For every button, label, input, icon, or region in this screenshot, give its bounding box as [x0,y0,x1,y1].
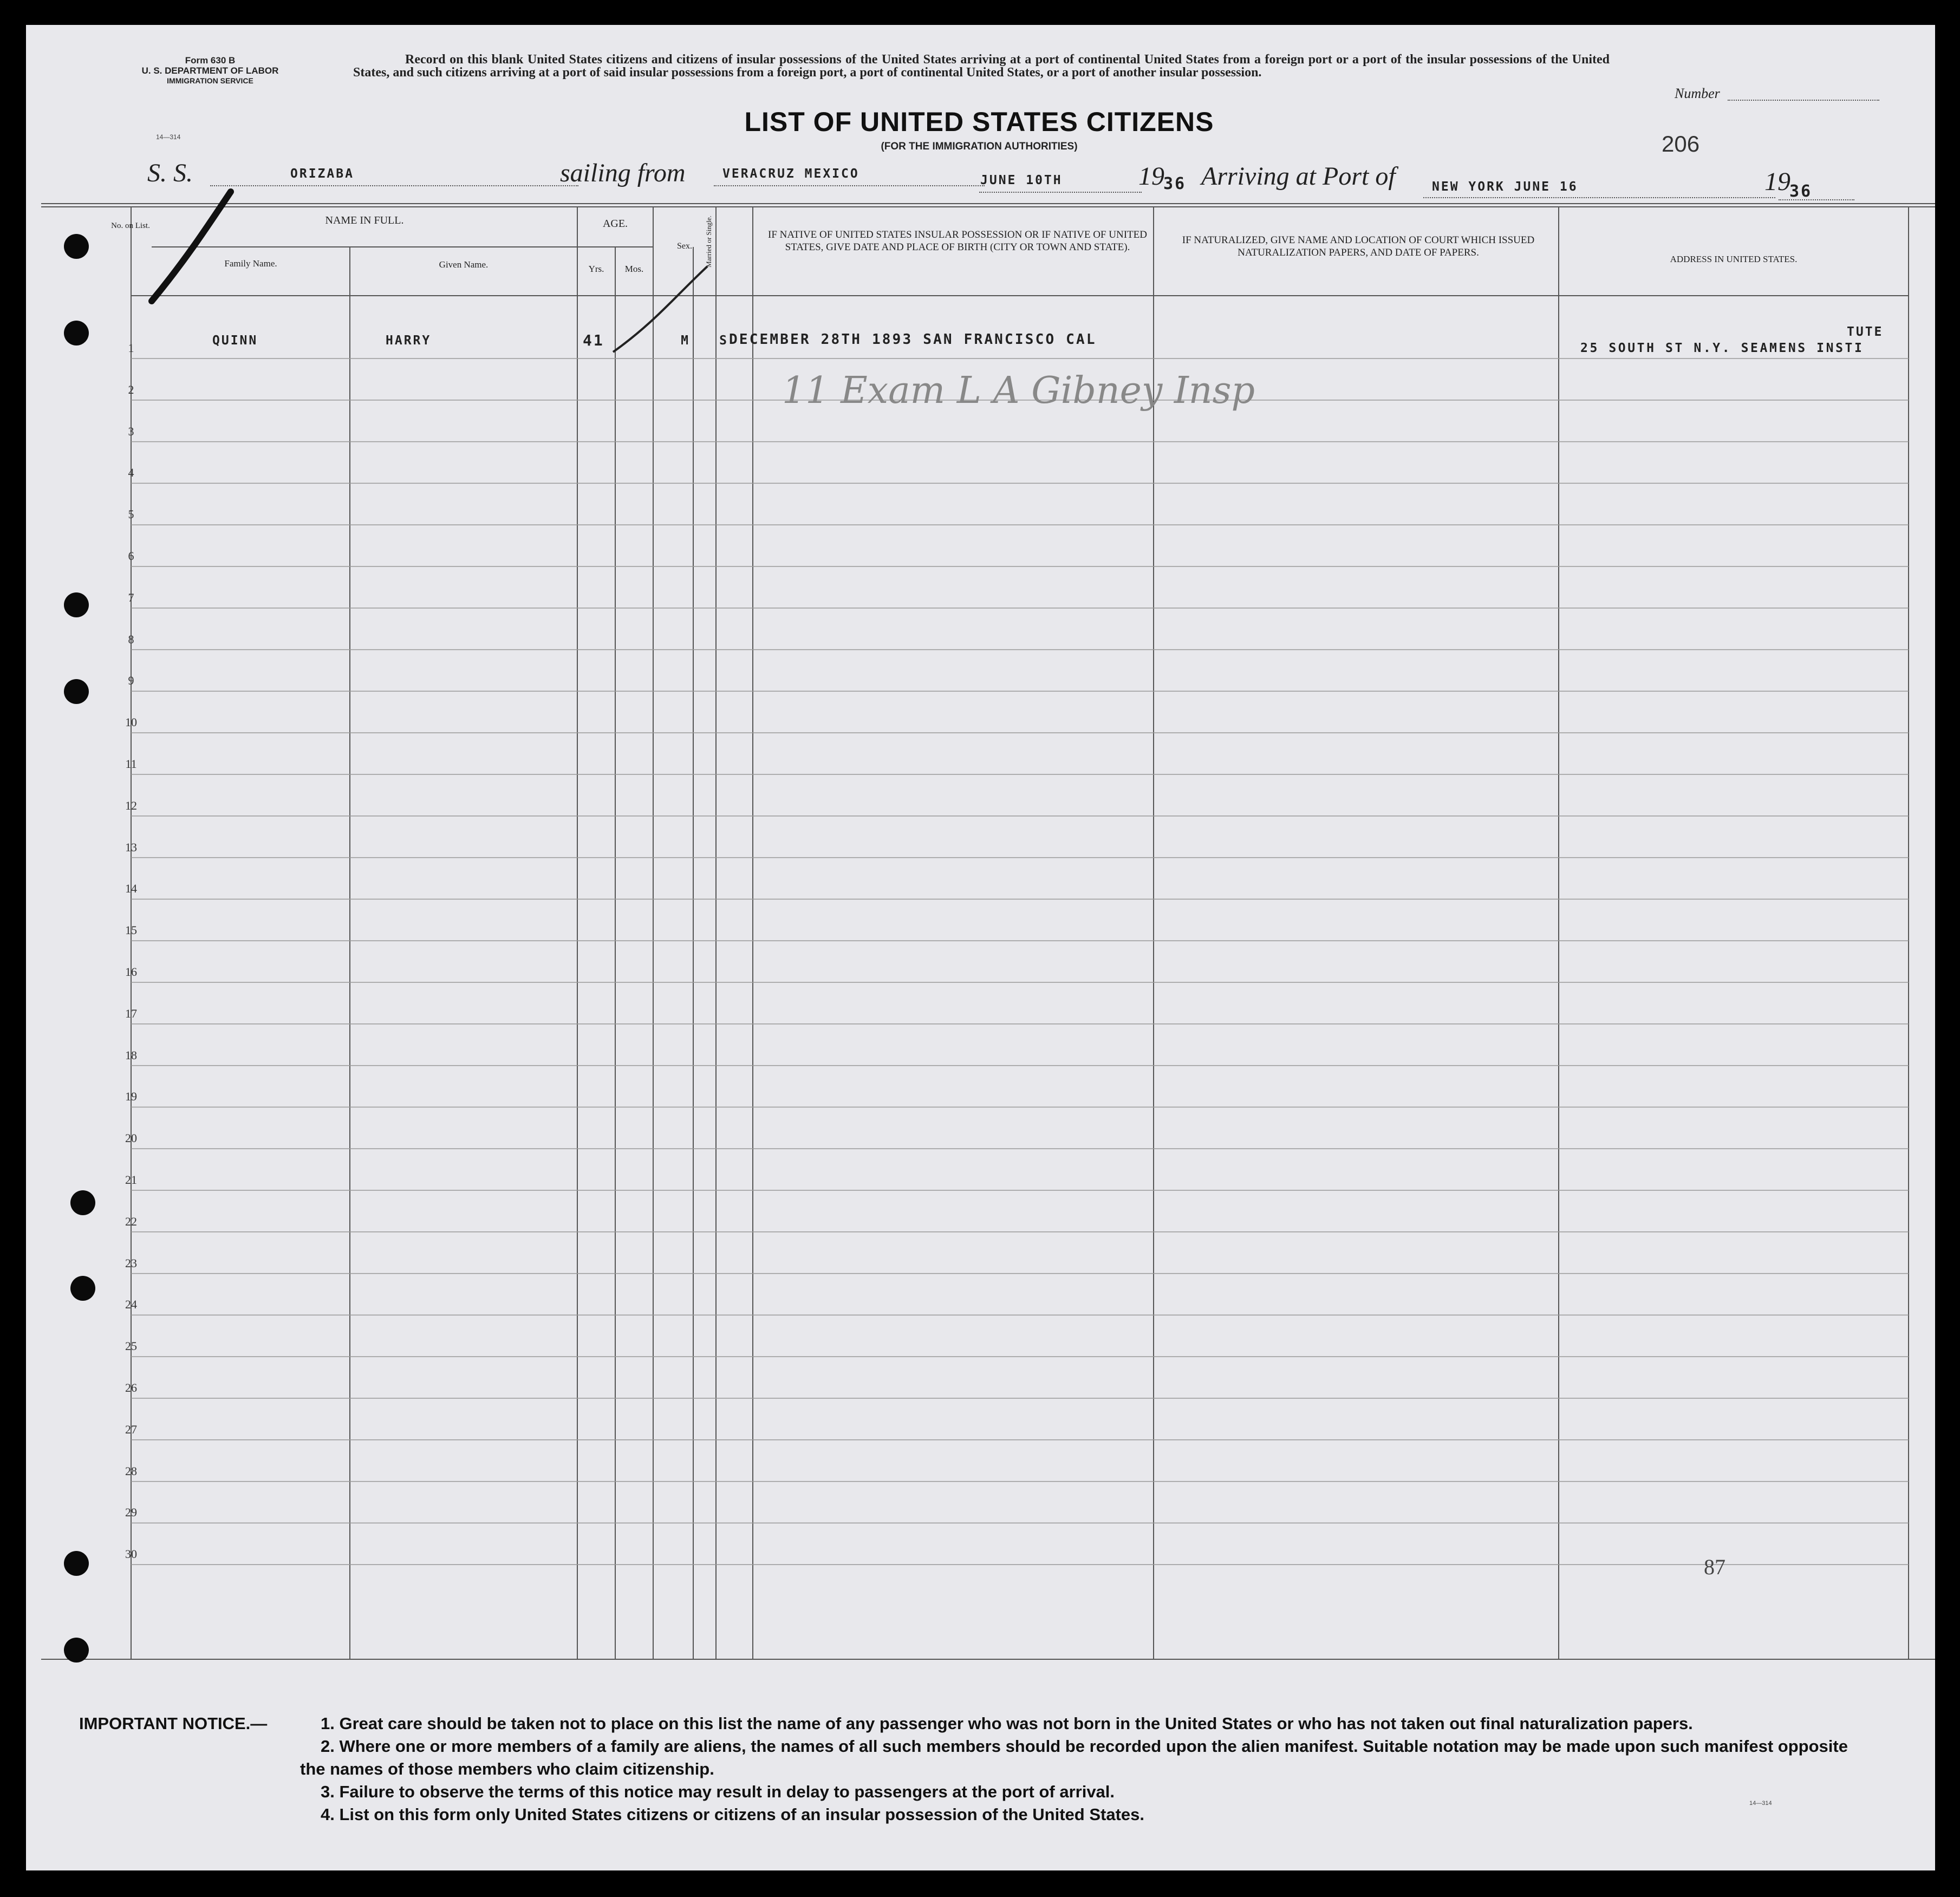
row-number: 3 [128,424,134,438]
row-1-birth: DECEMBER 28TH 1893 SAN FRANCISCO CAL [729,331,1097,348]
row-number: 23 [125,1256,137,1270]
row-number: 17 [125,1006,137,1020]
sail-date: JUNE 10TH [980,173,1063,187]
form-code-top: 14—314 [156,133,181,141]
row-number: 13 [125,840,137,854]
row-number: 19 [125,1090,137,1104]
col-age-header: AGE. [602,218,628,230]
row-number: 9 [128,674,134,688]
row-number: 6 [128,549,134,563]
number-label: Number [1675,86,1720,101]
col-name-header: NAME IN FULL. [325,214,404,226]
col-address-header: ADDRESS IN UNITED STATES. [1670,254,1798,264]
col-given-header: Given Name. [439,259,489,270]
row-number: 12 [125,798,137,812]
arriving-label: Arriving at Port of [1201,162,1396,191]
page-subtitle: (FOR THE IMMIGRATION AUTHORITIES) [881,141,1078,152]
punch-hole [70,1276,95,1301]
row-number: 26 [125,1381,137,1394]
row-number: 10 [125,715,137,729]
row-number: 30 [125,1547,137,1561]
page-title: LIST OF UNITED STATES CITIZENS [744,107,1214,137]
row-1-age-years: 41 [583,331,604,349]
form-code-bottom: 14—314 [1749,1800,1772,1807]
row-number: 11 [125,757,137,771]
row-number: 2 [128,382,134,396]
instructions-text: Record on this blank United States citizens and citizens of insular possessions of the United States arriving at a port of continental United States from a foreign port or a port of the insular possessions of the United States, and such citizens arriving at a port of said insular possessions from a foreign port, a port of continental United States, or a port of another insular possession. [353,53,1610,80]
notice-item-1: 1. Great care should be taken not to place on this list the name of any passenger who was not born in the United States or who has not taken out final naturalization papers. [321,1714,1693,1733]
row-number: 24 [125,1298,137,1312]
row-1-given-name: HARRY [386,334,432,348]
arrival-year: 36 [1789,182,1813,201]
col-no-header: No. on List. [111,221,150,230]
row-number: 4 [128,466,134,480]
row-number: 21 [125,1173,137,1187]
row-number: 29 [125,1505,137,1520]
from-port: VERACRUZ MEXICO [722,167,859,181]
col-yrs-header: Yrs. [588,264,604,274]
row-number: 27 [125,1422,137,1436]
col-sex-header: Sex. [677,242,692,251]
notice-heading: IMPORTANT NOTICE.— [79,1714,268,1733]
department: U. S. DEPARTMENT OF LABOR [141,66,279,76]
col-mos-header: Mos. [624,264,644,274]
row-number: 16 [125,965,137,979]
row-number: 22 [125,1214,137,1228]
arrival-port-date: NEW YORK JUNE 16 [1432,180,1578,194]
punch-hole [64,592,89,617]
service: IMMIGRATION SERVICE [167,76,253,85]
row-number: 1 [128,341,134,355]
year-prefix-2: 19 [1764,167,1790,196]
row-number: 5 [128,507,134,521]
notice-item-3: 3. Failure to observe the terms of this notice may result in delay to passengers at the port of arrival. [321,1782,1115,1801]
notice-item-4: 4. List on this form only United States citizens or citizens of an insular possession of the United States. [321,1805,1144,1824]
row-1-marital: S [719,334,727,348]
row-number: 7 [128,590,134,604]
row-number: 18 [125,1048,137,1062]
ss-label: S. S. [147,159,193,187]
punch-hole [64,234,89,259]
ship-name: ORIZABA [290,167,354,181]
row-1-sex: M [681,334,688,348]
punch-hole [64,1638,89,1663]
col-native-header: IF NATIVE OF UNITED STATES INSULAR POSSESSION OR IF NATIVE OF UNITED STATES, GIVE DATE AND PLACE OF BIRTH (CITY OR TOWN AND STATE). [768,229,1147,253]
form-number: Form 630 B [185,55,236,66]
col-naturalized-header: IF NATURALIZED, GIVE NAME AND LOCATION OF COURT WHICH ISSUED NATURALIZATION PAPERS, AND DATE OF PAPERS. [1182,234,1535,258]
manifest-sheet [26,25,1935,1870]
row-1-family-name: QUINN [212,334,258,348]
pen-marks [26,25,1935,1870]
row-1-address: 25 SOUTH ST N.Y. SEAMENS INSTI [1580,341,1864,355]
punch-hole [64,321,89,345]
year-prefix-1: 19 [1138,162,1164,191]
punch-hole [64,1551,89,1576]
punch-hole [64,679,89,704]
sailing-from-label: sailing from [560,159,686,187]
col-family-header: Family Name. [224,258,277,269]
row-number: 25 [125,1339,137,1353]
row-number: 8 [128,632,134,646]
row-number: 15 [125,923,137,937]
page-stamp-number: 206 [1662,131,1700,157]
punch-hole [70,1190,95,1215]
row-number: 20 [125,1131,137,1145]
row-number: 28 [125,1464,137,1478]
notice-item-2: 2. Where one or more members of a family are aliens, the names of all such members should be recorded upon the alien manifest. Suitable notation may be made upon such manifest opposite the names of those members who claim citizenship. [300,1737,1848,1778]
bottom-number: 87 [1704,1555,1725,1579]
row-1-address-cont: TUTE [1847,325,1884,339]
handwritten-annotation: 11 Exam L A Gibney Insp [782,369,1255,412]
col-married-header: Married or Single. [705,216,713,268]
row-number: 14 [125,882,137,896]
sail-year: 36 [1163,174,1187,193]
